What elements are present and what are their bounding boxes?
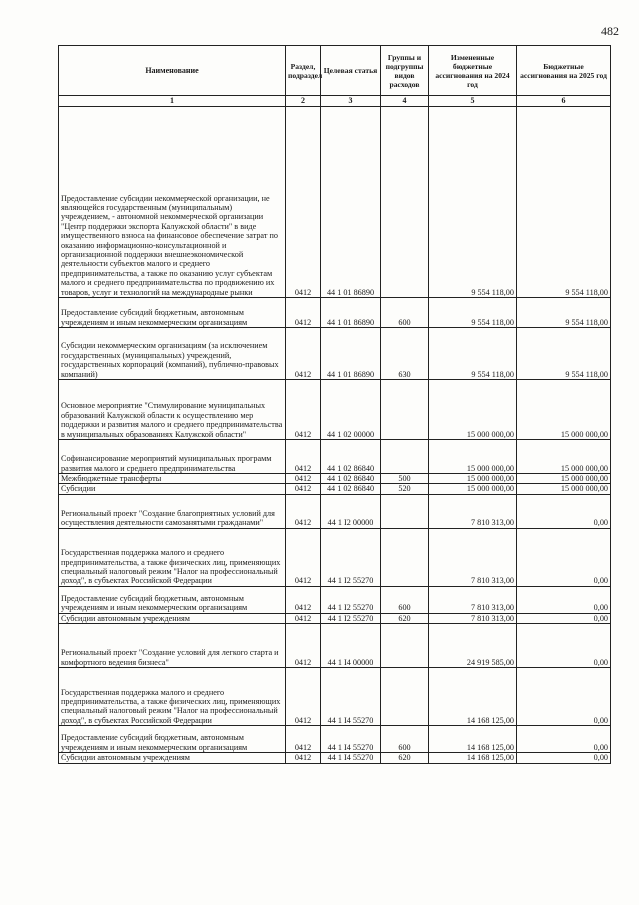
row-name: Региональный проект "Создание благоприятных условий для осуществления деятельности самозанятыми гражданами" — [59, 494, 286, 528]
row-group: 630 — [381, 328, 429, 380]
row-section: 0412 — [286, 668, 321, 726]
row-value-2024: 24 919 585,00 — [429, 624, 517, 668]
row-section: 0412 — [286, 726, 321, 753]
row-section: 0412 — [286, 298, 321, 328]
row-group — [381, 107, 429, 298]
row-target: 44 1 I2 00000 — [321, 494, 381, 528]
row-value-2024: 14 168 125,00 — [429, 668, 517, 726]
row-value-2025: 9 554 118,00 — [517, 328, 611, 380]
table-row — [59, 380, 611, 440]
row-group: 600 — [381, 586, 429, 613]
table-row — [59, 668, 611, 726]
row-group: 600 — [381, 726, 429, 753]
row-target: 44 1 I4 00000 — [321, 624, 381, 668]
row-name: Субсидии некоммерческим организациям (за исключением государственных (муниципальных) учреждений, государственных корпораций (компаний), публично-правовых компаний) — [59, 328, 286, 380]
col-number: 4 — [381, 96, 429, 107]
row-group: 600 — [381, 298, 429, 328]
row-section: 0412 — [286, 613, 321, 623]
column-number-row — [59, 96, 611, 107]
row-section: 0412 — [286, 753, 321, 763]
row-section: 0412 — [286, 586, 321, 613]
header-name: Наименование — [59, 46, 286, 96]
row-value-2024: 14 168 125,00 — [429, 726, 517, 753]
row-section: 0412 — [286, 474, 321, 484]
row-value-2025: 15 000 000,00 — [517, 474, 611, 484]
row-name: Предоставление субсидии некоммерческой организации, не являющейся государственным (муниципальным) учреждением, - автономной некоммерческой организации "Центр поддержки экспорта Калужской области" в виде имущественного взноса на финансовое обеспечение затрат по оказанию информационно-консультационной и организационной поддержки внешнеэкономической деятельности субъектов малого и среднего предпринимательства, а также по оказанию услуг субъектам малого и среднего предпринимательства по продвижению их товаров, услуг и технологий на международные рынки — [59, 107, 286, 298]
row-section: 0412 — [286, 440, 321, 474]
row-value-2024: 9 554 118,00 — [429, 328, 517, 380]
table-row — [59, 586, 611, 613]
row-group — [381, 528, 429, 586]
row-group: 620 — [381, 613, 429, 623]
table-row — [59, 624, 611, 668]
row-value-2024: 15 000 000,00 — [429, 484, 517, 494]
page-number: 482 — [601, 24, 619, 38]
row-section: 0412 — [286, 484, 321, 494]
table-row — [59, 474, 611, 484]
table-row — [59, 613, 611, 623]
row-group — [381, 440, 429, 474]
row-group: 500 — [381, 474, 429, 484]
table-row — [59, 107, 611, 298]
col-number: 2 — [286, 96, 321, 107]
row-target: 44 1 I4 55270 — [321, 753, 381, 763]
row-name: Субсидии — [59, 484, 286, 494]
row-group — [381, 624, 429, 668]
row-target: 44 1 I4 55270 — [321, 726, 381, 753]
row-group: 620 — [381, 753, 429, 763]
row-name: Предоставление субсидий бюджетным, автономным учреждениям и иным некоммерческим организациям — [59, 586, 286, 613]
row-group — [381, 494, 429, 528]
col-number: 3 — [321, 96, 381, 107]
row-value-2025: 0,00 — [517, 726, 611, 753]
row-name: Межбюджетные трансферты — [59, 474, 286, 484]
header-group: Группы и подгруппы видов расходов — [381, 46, 429, 96]
row-value-2025: 15 000 000,00 — [517, 380, 611, 440]
row-value-2025: 0,00 — [517, 753, 611, 763]
table-row — [59, 328, 611, 380]
row-name: Государственная поддержка малого и среднего предпринимательства, а также физических лиц, применяющих специальный налоговый режим "Налог на профессиональный доход", в субъектах Российской Федерации — [59, 668, 286, 726]
row-section: 0412 — [286, 380, 321, 440]
row-value-2025: 15 000 000,00 — [517, 484, 611, 494]
row-target: 44 1 I2 55270 — [321, 613, 381, 623]
table-row — [59, 484, 611, 494]
row-value-2024: 7 810 313,00 — [429, 613, 517, 623]
row-target: 44 1 01 86890 — [321, 298, 381, 328]
row-value-2024: 7 810 313,00 — [429, 586, 517, 613]
row-section: 0412 — [286, 494, 321, 528]
row-value-2025: 0,00 — [517, 624, 611, 668]
table-row — [59, 494, 611, 528]
row-name: Субсидии автономным учреждениям — [59, 613, 286, 623]
row-target: 44 1 02 86840 — [321, 474, 381, 484]
header-target: Целевая статья — [321, 46, 381, 96]
row-name: Региональный проект "Создание условий для легкого старта и комфортного ведения бизнеса" — [59, 624, 286, 668]
row-target: 44 1 02 00000 — [321, 380, 381, 440]
row-target: 44 1 01 86890 — [321, 107, 381, 298]
row-name: Государственная поддержка малого и среднего предпринимательства, а также физических лиц, применяющих специальный налоговый режим "Налог на профессиональный доход", в субъектах Российской Федерации — [59, 528, 286, 586]
row-name: Субсидии автономным учреждениям — [59, 753, 286, 763]
row-group — [381, 380, 429, 440]
header-row — [59, 46, 611, 96]
col-number: 6 — [517, 96, 611, 107]
row-value-2024: 15 000 000,00 — [429, 380, 517, 440]
row-target: 44 1 I2 55270 — [321, 586, 381, 613]
row-value-2025: 9 554 118,00 — [517, 298, 611, 328]
row-value-2024: 7 810 313,00 — [429, 528, 517, 586]
table-row — [59, 440, 611, 474]
row-name: Предоставление субсидий бюджетным, автономным учреждениям и иным некоммерческим организациям — [59, 298, 286, 328]
row-section: 0412 — [286, 328, 321, 380]
row-value-2025: 0,00 — [517, 528, 611, 586]
row-value-2024: 14 168 125,00 — [429, 753, 517, 763]
row-section: 0412 — [286, 107, 321, 298]
row-value-2025: 9 554 118,00 — [517, 107, 611, 298]
col-number: 1 — [59, 96, 286, 107]
col-number: 5 — [429, 96, 517, 107]
row-value-2024: 15 000 000,00 — [429, 474, 517, 484]
row-value-2024: 15 000 000,00 — [429, 440, 517, 474]
row-value-2024: 7 810 313,00 — [429, 494, 517, 528]
table-row — [59, 298, 611, 328]
row-target: 44 1 02 86840 — [321, 484, 381, 494]
row-section: 0412 — [286, 624, 321, 668]
header-budget-2025: Бюджетные ассигнования на 2025 год — [517, 46, 611, 96]
row-section: 0412 — [286, 528, 321, 586]
table-row — [59, 726, 611, 753]
row-value-2025: 0,00 — [517, 668, 611, 726]
budget-table — [58, 45, 611, 764]
table-row — [59, 753, 611, 763]
row-name: Софинансирование мероприятий муниципальных программ развития малого и среднего предпринимательства — [59, 440, 286, 474]
row-name: Основное мероприятие "Стимулирование муниципальных образований Калужской области к осуществлению мер поддержки и развития малого и среднего предпринимательства в муниципальных образованиях Калужской области" — [59, 380, 286, 440]
row-target: 44 1 I2 55270 — [321, 528, 381, 586]
header-section: Раздел, подраздел — [286, 46, 321, 96]
row-group — [381, 668, 429, 726]
row-value-2025: 0,00 — [517, 613, 611, 623]
row-target: 44 1 01 86890 — [321, 328, 381, 380]
row-value-2024: 9 554 118,00 — [429, 298, 517, 328]
row-value-2025: 15 000 000,00 — [517, 440, 611, 474]
table-row — [59, 528, 611, 586]
row-name: Предоставление субсидий бюджетным, автономным учреждениям и иным некоммерческим организациям — [59, 726, 286, 753]
row-group: 520 — [381, 484, 429, 494]
row-target: 44 1 I4 55270 — [321, 668, 381, 726]
row-target: 44 1 02 86840 — [321, 440, 381, 474]
row-value-2025: 0,00 — [517, 586, 611, 613]
header-changed-2024: Измененные бюджетные ассигнования на 2024 год — [429, 46, 517, 96]
row-value-2025: 0,00 — [517, 494, 611, 528]
row-value-2024: 9 554 118,00 — [429, 107, 517, 298]
